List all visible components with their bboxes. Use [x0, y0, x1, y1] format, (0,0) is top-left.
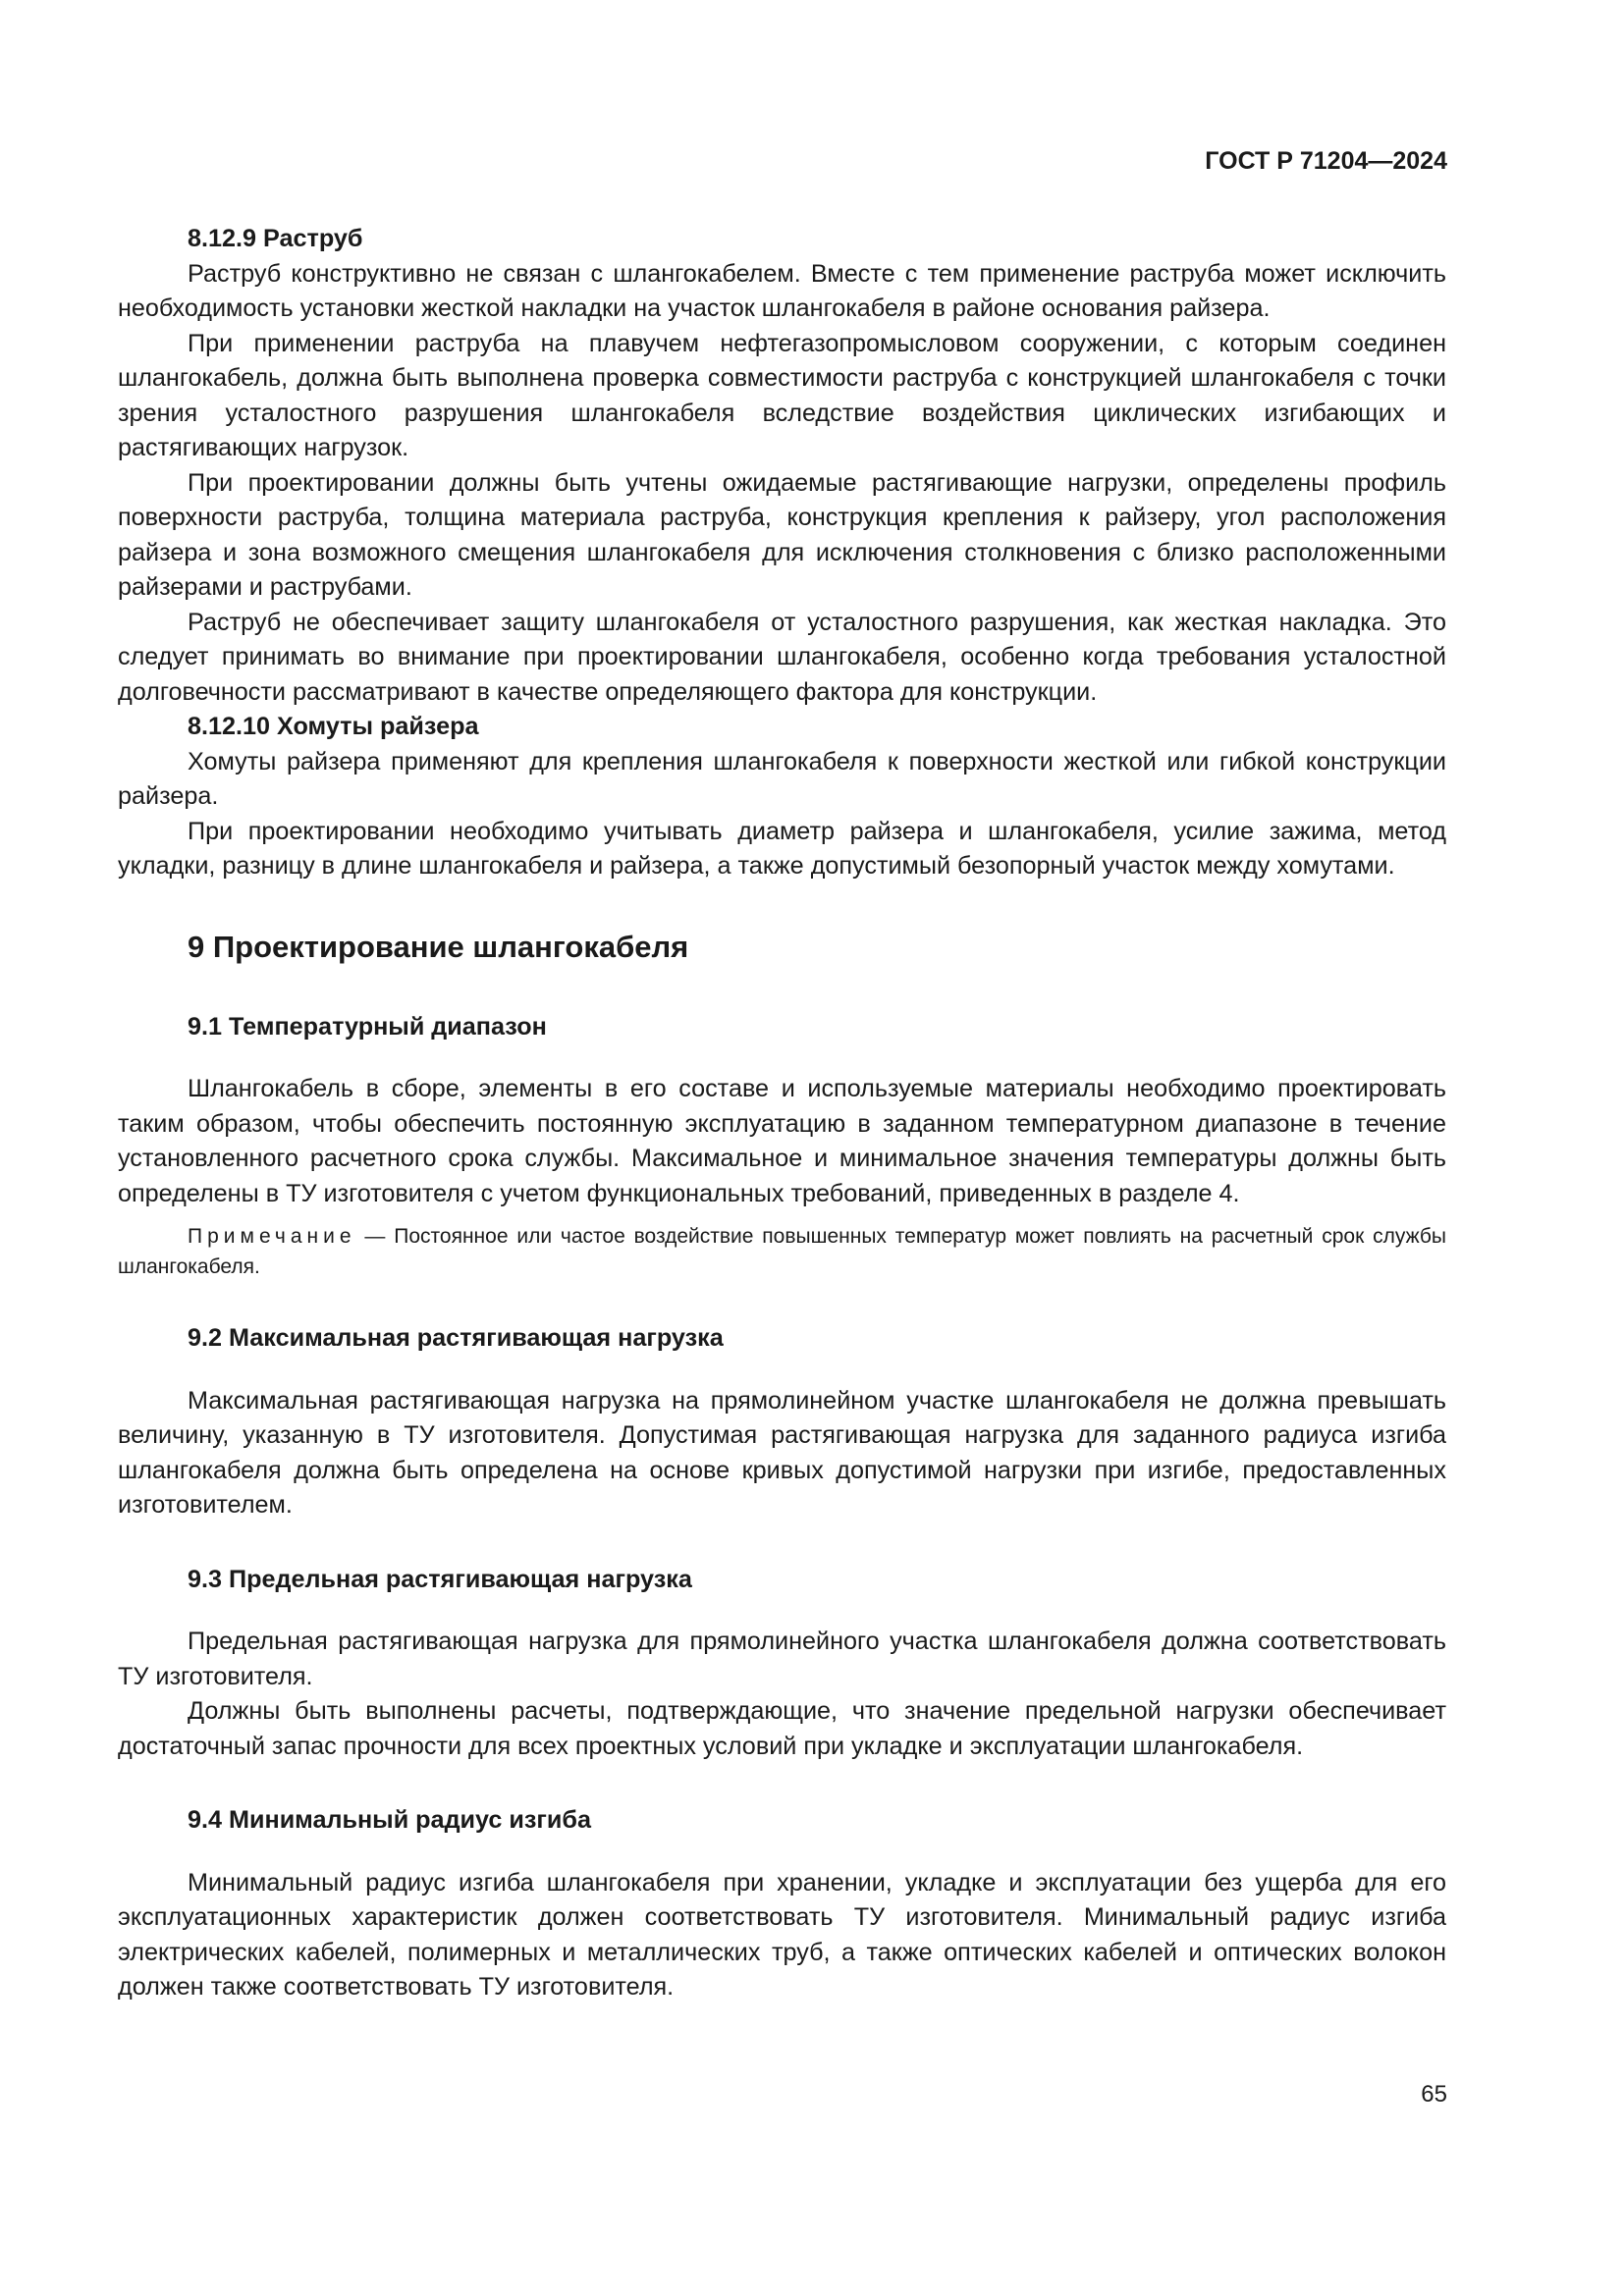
paragraph: Должны быть выполнены расчеты, подтверждающие, что значение предельной нагрузки обеспечивает достаточный запас прочности для всех проектных условий при укладке и эксплуатации шлангокабеля.: [118, 1697, 1446, 1760]
paragraph: Максимальная растягивающая нагрузка на прямолинейном участке шлангокабеля не должна превышать величину, указанную в ТУ изготовителя. Допустимая растягивающая нагрузка для заданного радиуса изгиба шлангокабеля должна быть определена на основе кривых допустимой нагрузки при изгибе, предоставленных изготовителем.: [118, 1386, 1446, 1519]
paragraph: Шлангокабель в сборе, элементы в его составе и используемые материалы необходимо проектировать таким образом, чтобы обеспечить постоянную эксплуатацию в заданном температурном диапазоне в течение установленного расчетного срока службы. Максимальное и минимальное значения температуры должны быть определены в ТУ изготовителя с учетом функциональных требований, приведенных в разделе 4.: [118, 1075, 1446, 1207]
subsection-title-8-12-9: 8.12.9 Раструб: [188, 225, 363, 252]
paragraph: При применении раструба на плавучем нефтегазопромысловом сооружении, с которым соединен шлангокабель, должна быть выполнена проверка совместимости раструба с конструкцией шлангокабеля с точки зрения усталостного разрушения шлангокабеля вследствие воздействия циклических изгибающих и растягивающих нагрузок.: [118, 329, 1446, 461]
section-title-9: 9 Проектирование шлангокабеля: [188, 929, 689, 964]
paragraph: Минимальный радиус изгиба шлангокабеля при хранении, укладке и эксплуатации без ущерба для его эксплуатационных характеристик должен соответствовать ТУ изготовителя. Минимальный радиус изгиба электрических кабелей, полимерных и металлических труб, а также оптических кабелей и оптических волокон должен также соответствовать ТУ изготовителя.: [118, 1868, 1446, 2001]
note-label: Примечание: [188, 1225, 356, 1248]
page-content: [118, 222, 1446, 2005]
note: [118, 1221, 1446, 1282]
subsection-title-9-4: 9.4 Минимальный радиус изгиба: [188, 1806, 591, 1834]
subsection-title-9-3: 9.3 Предельная растягивающая нагрузка: [188, 1565, 692, 1593]
page-number: 65: [1421, 2081, 1447, 2108]
paragraph: Предельная растягивающая нагрузка для прямолинейного участка шлангокабеля должна соответствовать ТУ изготовителя.: [118, 1628, 1446, 1690]
paragraph: Раструб конструктивно не связан с шлангокабелем. Вместе с тем применение раструба может исключить необходимость установки жесткой накладки на участок шлангокабеля в районе основания райзера.: [118, 259, 1446, 322]
note-text: — Постоянное или частое воздействие повышенных температур может повлиять на расчетный срок службы шлангокабеля.: [118, 1225, 1446, 1278]
subsection-title-8-12-10: 8.12.10 Хомуты райзера: [188, 713, 479, 740]
subsection-title-9-1: 9.1 Температурный диапазон: [188, 1012, 547, 1041]
paragraph: Раструб не обеспечивает защиту шлангокабеля от усталостного разрушения, как жесткая накладка. Это следует принимать во внимание при проектировании шлангокабеля, особенно когда требования усталостной долговечности рассматривают в качестве определяющего фактора для конструкции.: [118, 608, 1446, 706]
paragraph: Хомуты райзера применяют для крепления шлангокабеля к поверхности жесткой или гибкой конструкции райзера.: [118, 747, 1446, 810]
subsection-title-9-2: 9.2 Максимальная растягивающая нагрузка: [188, 1324, 724, 1352]
paragraph: При проектировании должны быть учтены ожидаемые растягивающие нагрузки, определены профиль поверхности раструба, толщина материала раструба, конструкция крепления к райзеру, угол расположения райзера и зона возможного смещения шлангокабеля для исключения столкновения с близко расположенными райзерами и раструбами.: [118, 468, 1446, 601]
paragraph: При проектировании необходимо учитывать диаметр райзера и шлангокабеля, усилие зажима, метод укладки, разницу в длине шлангокабеля и райзера, а также допустимый безопорный участок между хомутами.: [118, 817, 1446, 880]
document-id: ГОСТ Р 71204—2024: [1205, 147, 1447, 175]
